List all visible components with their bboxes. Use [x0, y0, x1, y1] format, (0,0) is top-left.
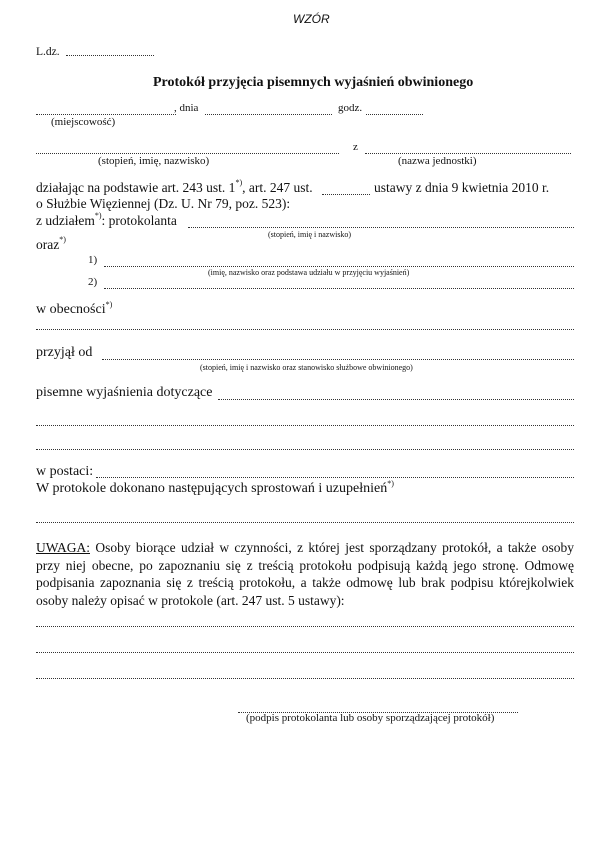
hour-field[interactable] [366, 113, 423, 115]
explanations-line-2[interactable] [36, 424, 574, 426]
accused-caption: (stopień, imię i nazwisko oraz stanowisko służbowe obwinionego) [200, 363, 413, 372]
form-field[interactable] [96, 476, 574, 478]
legal-basis-line1: działając na podstawie art. 243 ust. 1*), art. 247 ust. [36, 178, 313, 195]
corrections-field[interactable] [36, 521, 574, 523]
note-line-3[interactable] [36, 677, 574, 679]
hour-label: godz. [338, 102, 363, 114]
from-unit-label: z [353, 141, 358, 153]
explanations-label: pisemne wyjaśnienia dotyczące [36, 385, 213, 400]
form-label: w postaci: [36, 464, 94, 479]
participant-1-number: 1) [88, 254, 98, 266]
unit-field[interactable] [365, 152, 571, 154]
presence-label: w obecności*) [36, 300, 113, 317]
recorder-field[interactable] [188, 226, 574, 228]
note-paragraph [36, 539, 574, 609]
note-heading: UWAGA: [36, 540, 90, 555]
ldz-field[interactable] [66, 54, 154, 56]
sample-label: WZÓR [293, 12, 330, 26]
person-caption: (stopień, imię, nazwisko) [98, 155, 210, 167]
received-from-label: przyjął od [36, 345, 93, 360]
note-line-1[interactable] [36, 625, 574, 627]
date-field[interactable] [205, 113, 332, 115]
accused-field[interactable] [102, 358, 574, 360]
note-text: Osoby biorące udział w czynności, z której jest sporządzany protokół, a także osoby przy niej obecne, po zapoznaniu się z treścią protokołu podpisują każdą jego stronę. Odmowę podpisania zapoznania się z treścią protokołu, a także odmowę lub brak podpisu którejkolwiek osoby należy opisać w protokole (art. 247 ust. 5 ustawy): [36, 540, 575, 608]
participant-2-number: 2) [88, 276, 98, 288]
participant-1-field[interactable] [104, 265, 574, 267]
note-line-2[interactable] [36, 651, 574, 653]
signature-caption: (podpis protokolanta lub osoby sporządzającej protokół) [246, 712, 495, 724]
participant-2-field[interactable] [104, 287, 574, 289]
participation-label: z udziałem*): protokolanta [36, 211, 177, 228]
recorder-caption: (stopień, imię i nazwisko) [268, 230, 352, 239]
place-field[interactable] [36, 113, 176, 115]
explanations-line-3[interactable] [36, 448, 574, 450]
corrections-label: W protokole dokonano następujących sprostowań i uzupełnień*) [36, 479, 394, 496]
person-field[interactable] [36, 152, 339, 154]
ldz-label: L.dz. [36, 46, 60, 58]
unit-caption: (nazwa jednostki) [398, 155, 477, 167]
participant-caption: (imię, nazwisko oraz podstawa udziału w przyjęciu wyjaśnień) [208, 268, 410, 277]
presence-field[interactable] [36, 328, 574, 330]
article-paragraph-field[interactable] [322, 193, 370, 195]
document-title: Protokół przyjęcia pisemnych wyjaśnień obwinionego [153, 75, 474, 90]
legal-basis-act: ustawy z dnia 9 kwietnia 2010 r. [374, 180, 550, 195]
place-caption: (miejscowość) [51, 116, 116, 128]
explanations-field[interactable] [218, 398, 574, 400]
legal-basis-line2: o Służbie Więziennej (Dz. U. Nr 79, poz. 523): [36, 196, 291, 211]
date-label: , dnia [174, 102, 199, 114]
also-label: oraz*) [36, 235, 66, 252]
